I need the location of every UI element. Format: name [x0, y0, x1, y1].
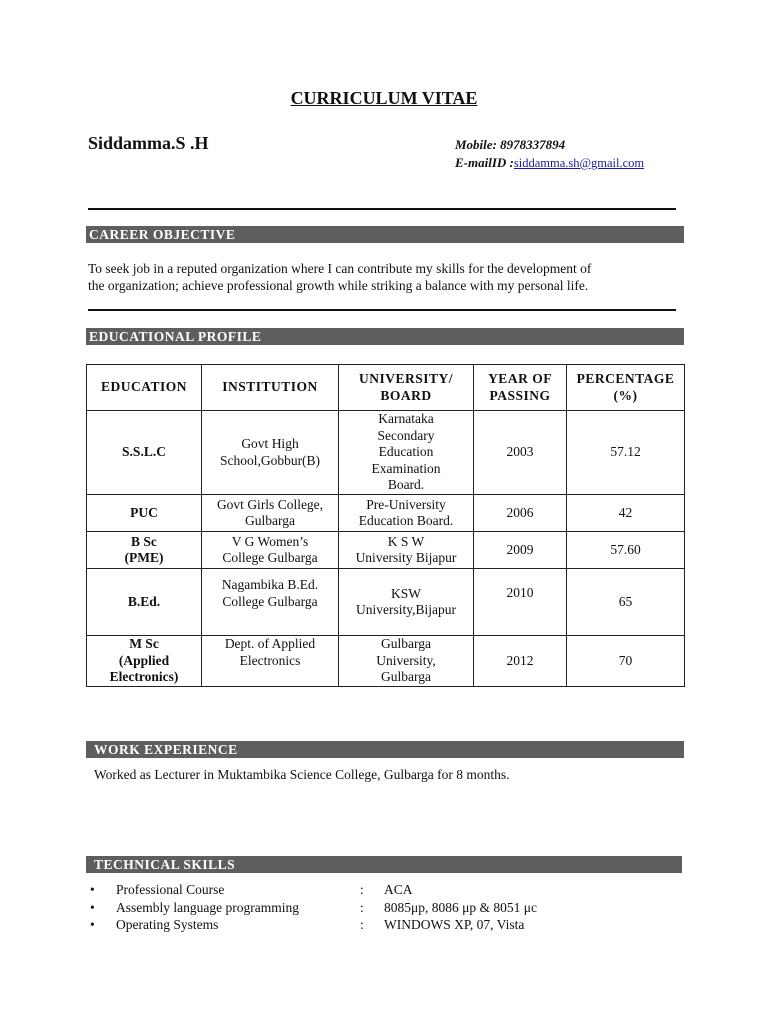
header-institution: INSTITUTION — [202, 365, 339, 411]
skill-value: 8085μp, 8086 μp & 8051 μc — [384, 899, 537, 915]
university-cell: KSW University,Bijapur — [339, 569, 474, 636]
year-cell: 2012 — [474, 636, 567, 687]
percentage-cell: 57.60 — [567, 532, 685, 569]
bullet-icon: • — [90, 899, 95, 915]
divider-top — [88, 208, 676, 210]
university-cell: Karnataka Secondary Education Examination Board. — [339, 411, 474, 495]
email-label: E-mailID : — [455, 155, 514, 170]
university-cell: Pre-University Education Board. — [339, 495, 474, 532]
institution-cell: Govt High School,Gobbur(B) — [202, 411, 339, 495]
institution-cell: Dept. of Applied Electronics — [202, 636, 339, 687]
year-cell: 2009 — [474, 532, 567, 569]
percentage-cell: 57.12 — [567, 411, 685, 495]
email-line — [455, 155, 644, 171]
institution-cell: Nagambika B.Ed. College Gulbarga — [202, 569, 339, 636]
candidate-name: Siddamma.S .H — [88, 133, 209, 153]
document-title: CURRICULUM VITAE — [290, 88, 478, 108]
education-cell: S.S.L.C — [87, 411, 202, 495]
university-cell: Gulbarga University, Gulbarga — [339, 636, 474, 687]
education-cell: B Sc (PME) — [87, 532, 202, 569]
year-cell: 2006 — [474, 495, 567, 532]
table-row — [87, 569, 685, 636]
skill-separator: : — [360, 917, 364, 932]
education-cell: M Sc (Applied Electronics) — [87, 636, 202, 687]
career-objective-line-1: To seek job in a reputed organization where I can contribute my skills for the development of — [88, 261, 592, 276]
skill-name: Operating Systems — [116, 917, 219, 932]
education-table — [86, 364, 685, 687]
table-row — [87, 411, 685, 495]
percentage-cell: 65 — [567, 569, 685, 636]
percentage-cell: 70 — [567, 636, 685, 687]
education-cell: PUC — [87, 495, 202, 532]
header-percentage: PERCENTAGE (%) — [567, 365, 685, 411]
year-cell: 2003 — [474, 411, 567, 495]
table-row — [87, 495, 685, 532]
email-link[interactable]: siddamma.sh@gmail.com — [513, 156, 645, 170]
percentage-cell: 42 — [567, 495, 685, 532]
bullet-icon: • — [90, 917, 95, 932]
skill-value: WINDOWS XP, 07, Vista — [384, 917, 525, 932]
university-cell: K S W University Bijapur — [339, 532, 474, 569]
career-objective-line-2: the organization; achieve professional growth while striking a balance with my personal life. — [88, 278, 589, 293]
institution-cell: V G Women’s College Gulbarga — [202, 532, 339, 569]
table-row — [87, 636, 685, 687]
header-university: UNIVERSITY/ BOARD — [339, 365, 474, 411]
education-header-row — [87, 365, 685, 411]
skill-separator: : — [360, 882, 364, 897]
mobile-number: Mobile: 8978337894 — [455, 137, 566, 152]
skill-separator: : — [360, 899, 364, 915]
work-experience-text: Worked as Lecturer in Muktambika Science College, Gulbarga for 8 months. — [94, 767, 510, 782]
section-career-objective: CAREER OBJECTIVE — [86, 226, 684, 243]
section-educational-profile: EDUCATIONAL PROFILE — [86, 328, 684, 345]
skill-value: ACA — [384, 882, 413, 897]
skill-name: Assembly language programming — [116, 899, 299, 915]
header-education: EDUCATION — [87, 365, 202, 411]
divider-middle — [88, 309, 676, 311]
year-cell: 2010 — [474, 569, 567, 636]
skill-name: Professional Course — [116, 882, 225, 897]
institution-cell: Govt Girls College, Gulbarga — [202, 495, 339, 532]
education-cell: B.Ed. — [87, 569, 202, 636]
table-row — [87, 532, 685, 569]
header-year: YEAR OF PASSING — [474, 365, 567, 411]
bullet-icon: • — [90, 882, 95, 897]
section-technical-skills: TECHNICAL SKILLS — [86, 856, 682, 873]
section-work-experience: WORK EXPERIENCE — [86, 741, 684, 758]
